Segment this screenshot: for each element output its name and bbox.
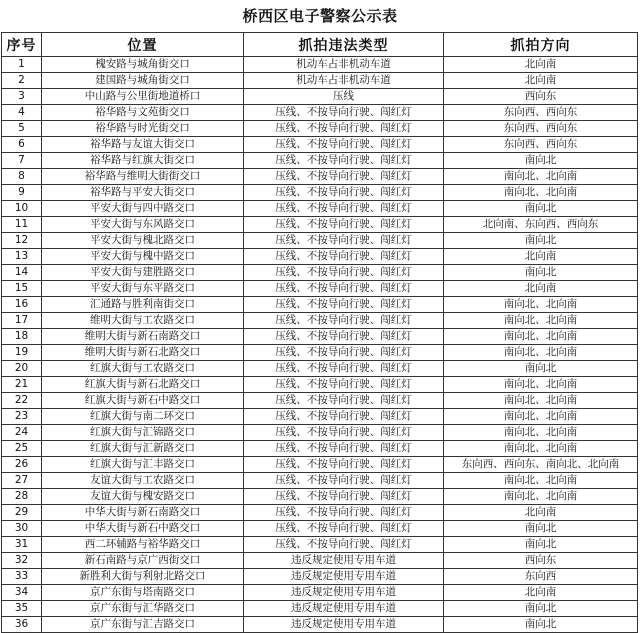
cell-location: 维明大街与新石北路交口 bbox=[42, 345, 244, 361]
cell-location: 裕华路与维明大街街交口 bbox=[42, 169, 244, 185]
cell-location: 红旗大街与新石中路交口 bbox=[42, 393, 244, 409]
cell-location: 京广东街与汇吉路交口 bbox=[42, 617, 244, 633]
cell-direction: 南向北、北向南 bbox=[444, 297, 638, 313]
cell-index: 9 bbox=[2, 185, 42, 201]
cell-location: 京广东街与汇华路交口 bbox=[42, 601, 244, 617]
cell-violation: 违反规定使用专用车道 bbox=[244, 553, 444, 569]
cell-location: 友谊大街与槐安路交口 bbox=[42, 489, 244, 505]
cell-direction: 南向北 bbox=[444, 617, 638, 633]
cell-violation: 压线、不按导向行驶、闯红灯 bbox=[244, 361, 444, 377]
cell-location: 平安大街与东风路交口 bbox=[42, 217, 244, 233]
table-row bbox=[2, 361, 638, 377]
header-row bbox=[2, 33, 638, 57]
table-row bbox=[2, 425, 638, 441]
cell-direction: 南向北、北向南 bbox=[444, 377, 638, 393]
cell-location: 西二环辅路与裕华路交口 bbox=[42, 537, 244, 553]
cell-index: 34 bbox=[2, 585, 42, 601]
cell-index: 24 bbox=[2, 425, 42, 441]
table-row bbox=[2, 505, 638, 521]
table-row bbox=[2, 121, 638, 137]
cell-direction: 南向北 bbox=[444, 537, 638, 553]
cell-violation: 压线、不按导向行驶、闯红灯 bbox=[244, 217, 444, 233]
table-row bbox=[2, 585, 638, 601]
cell-violation: 压线、不按导向行驶、闯红灯 bbox=[244, 249, 444, 265]
cell-violation: 违反规定使用专用车道 bbox=[244, 601, 444, 617]
cell-index: 12 bbox=[2, 233, 42, 249]
cell-index: 17 bbox=[2, 313, 42, 329]
cell-location: 汇通路与胜利南街交口 bbox=[42, 297, 244, 313]
table-row bbox=[2, 153, 638, 169]
cell-violation: 压线、不按导向行驶、闯红灯 bbox=[244, 137, 444, 153]
cell-index: 31 bbox=[2, 537, 42, 553]
cell-index: 32 bbox=[2, 553, 42, 569]
cell-violation: 压线、不按导向行驶、闯红灯 bbox=[244, 121, 444, 137]
cell-index: 6 bbox=[2, 137, 42, 153]
cell-index: 16 bbox=[2, 297, 42, 313]
cell-index: 8 bbox=[2, 169, 42, 185]
cell-index: 3 bbox=[2, 89, 42, 105]
cell-index: 28 bbox=[2, 489, 42, 505]
cell-location: 京广东街与塔南路交口 bbox=[42, 585, 244, 601]
cell-violation: 压线、不按导向行驶、闯红灯 bbox=[244, 201, 444, 217]
cell-direction: 北向南 bbox=[444, 73, 638, 89]
cell-direction: 南向北 bbox=[444, 153, 638, 169]
table-row bbox=[2, 457, 638, 473]
cell-violation: 压线、不按导向行驶、闯红灯 bbox=[244, 393, 444, 409]
table-row bbox=[2, 569, 638, 585]
table-row bbox=[2, 201, 638, 217]
table-row bbox=[2, 537, 638, 553]
table-row bbox=[2, 329, 638, 345]
cell-direction: 北向南 bbox=[444, 57, 638, 73]
table-row bbox=[2, 185, 638, 201]
cell-violation: 压线、不按导向行驶、闯红灯 bbox=[244, 409, 444, 425]
table-row bbox=[2, 489, 638, 505]
cell-location: 平安大街与槐北路交口 bbox=[42, 233, 244, 249]
cell-index: 36 bbox=[2, 617, 42, 633]
table-row bbox=[2, 105, 638, 121]
cell-violation: 压线、不按导向行驶、闯红灯 bbox=[244, 377, 444, 393]
cell-index: 35 bbox=[2, 601, 42, 617]
cell-location: 裕华路与时光街交口 bbox=[42, 121, 244, 137]
cell-direction: 北向南 bbox=[444, 281, 638, 297]
cell-location: 红旗大街与汇锦路交口 bbox=[42, 425, 244, 441]
cell-violation: 压线、不按导向行驶、闯红灯 bbox=[244, 473, 444, 489]
cell-index: 25 bbox=[2, 441, 42, 457]
cell-direction: 南向北 bbox=[444, 361, 638, 377]
cell-index: 33 bbox=[2, 569, 42, 585]
cell-index: 7 bbox=[2, 153, 42, 169]
cell-index: 26 bbox=[2, 457, 42, 473]
cell-location: 平安大街与槐中路交口 bbox=[42, 249, 244, 265]
cell-location: 红旗大街与工农路交口 bbox=[42, 361, 244, 377]
cell-direction: 南向北、北向南 bbox=[444, 409, 638, 425]
cell-violation: 压线、不按导向行驶、闯红灯 bbox=[244, 281, 444, 297]
cell-location: 中华大街与新石中路交口 bbox=[42, 521, 244, 537]
cell-location: 裕华路与平安大街交口 bbox=[42, 185, 244, 201]
cell-violation: 压线、不按导向行驶、闯红灯 bbox=[244, 441, 444, 457]
cell-direction: 东向西、西向东 bbox=[444, 105, 638, 121]
cell-location: 裕华路与文苑街交口 bbox=[42, 105, 244, 121]
cell-violation: 压线、不按导向行驶、闯红灯 bbox=[244, 185, 444, 201]
cell-violation: 压线、不按导向行驶、闯红灯 bbox=[244, 537, 444, 553]
cell-violation: 压线、不按导向行驶、闯红灯 bbox=[244, 169, 444, 185]
cell-location: 新胜利大街与利射北路交口 bbox=[42, 569, 244, 585]
table-row bbox=[2, 441, 638, 457]
cell-violation: 压线、不按导向行驶、闯红灯 bbox=[244, 265, 444, 281]
cell-violation: 压线、不按导向行驶、闯红灯 bbox=[244, 105, 444, 121]
cell-index: 27 bbox=[2, 473, 42, 489]
cell-direction: 南向北、北向南 bbox=[444, 313, 638, 329]
table-row bbox=[2, 217, 638, 233]
cell-violation: 压线、不按导向行驶、闯红灯 bbox=[244, 489, 444, 505]
cell-location: 裕华路与友谊大街交口 bbox=[42, 137, 244, 153]
cell-direction: 南向北、北向南 bbox=[444, 473, 638, 489]
table-row bbox=[2, 249, 638, 265]
cell-index: 20 bbox=[2, 361, 42, 377]
table-row bbox=[2, 553, 638, 569]
table-title: 桥西区电子警察公示表 bbox=[242, 7, 398, 25]
table-row bbox=[2, 617, 638, 633]
cell-direction: 南向北、北向南 bbox=[444, 425, 638, 441]
cell-violation: 压线、不按导向行驶、闯红灯 bbox=[244, 153, 444, 169]
cell-index: 18 bbox=[2, 329, 42, 345]
cell-direction: 北向南 bbox=[444, 249, 638, 265]
cell-index: 10 bbox=[2, 201, 42, 217]
header-index: 序号 bbox=[2, 33, 42, 57]
cell-direction: 南向北 bbox=[444, 601, 638, 617]
cell-violation: 压线、不按导向行驶、闯红灯 bbox=[244, 329, 444, 345]
cell-index: 22 bbox=[2, 393, 42, 409]
cell-violation: 压线 bbox=[244, 89, 444, 105]
cell-direction: 东向西、西向东、南向北、北向南 bbox=[444, 457, 638, 473]
table-row bbox=[2, 89, 638, 105]
cell-direction: 北向南 bbox=[444, 585, 638, 601]
cell-direction: 东向西 bbox=[444, 569, 638, 585]
cell-index: 11 bbox=[2, 217, 42, 233]
cell-direction: 南向北、北向南 bbox=[444, 169, 638, 185]
table-row bbox=[2, 265, 638, 281]
cell-index: 15 bbox=[2, 281, 42, 297]
table-row bbox=[2, 393, 638, 409]
header-violation: 抓拍违法类型 bbox=[244, 33, 444, 57]
table-row bbox=[2, 345, 638, 361]
cell-direction: 东向西、西向东 bbox=[444, 121, 638, 137]
cell-location: 建国路与城角街交口 bbox=[42, 73, 244, 89]
table-row bbox=[2, 377, 638, 393]
table-row bbox=[2, 169, 638, 185]
cell-direction: 南向北 bbox=[444, 265, 638, 281]
cell-index: 2 bbox=[2, 73, 42, 89]
cell-direction: 西向东 bbox=[444, 553, 638, 569]
cell-index: 1 bbox=[2, 57, 42, 73]
cell-location: 红旗大街与新石北路交口 bbox=[42, 377, 244, 393]
table-row bbox=[2, 521, 638, 537]
cell-location: 平安大街与建胜路交口 bbox=[42, 265, 244, 281]
cell-violation: 违反规定使用专用车道 bbox=[244, 585, 444, 601]
cell-location: 中华大街与新石南路交口 bbox=[42, 505, 244, 521]
table-row bbox=[2, 73, 638, 89]
cell-violation: 压线、不按导向行驶、闯红灯 bbox=[244, 233, 444, 249]
cell-violation: 压线、不按导向行驶、闯红灯 bbox=[244, 521, 444, 537]
cell-index: 29 bbox=[2, 505, 42, 521]
cell-violation: 机动车占非机动车道 bbox=[244, 73, 444, 89]
cell-direction: 南向北、北向南 bbox=[444, 393, 638, 409]
cell-index: 30 bbox=[2, 521, 42, 537]
cell-location: 新石南路与京广西街交口 bbox=[42, 553, 244, 569]
table-row bbox=[2, 601, 638, 617]
header-location: 位置 bbox=[42, 33, 244, 57]
table-row bbox=[2, 313, 638, 329]
cell-direction: 北向南 bbox=[444, 505, 638, 521]
header-direction: 抓拍方向 bbox=[444, 33, 638, 57]
cell-violation: 机动车占非机动车道 bbox=[244, 57, 444, 73]
cell-violation: 压线、不按导向行驶、闯红灯 bbox=[244, 425, 444, 441]
cell-violation: 违反规定使用专用车道 bbox=[244, 569, 444, 585]
table-row bbox=[2, 281, 638, 297]
table-row bbox=[2, 473, 638, 489]
cell-direction: 南向北、北向南 bbox=[444, 329, 638, 345]
cell-direction: 南向北 bbox=[444, 521, 638, 537]
table-row bbox=[2, 137, 638, 153]
cell-location: 维明大街与新石南路交口 bbox=[42, 329, 244, 345]
cell-location: 维明大街与工农路交口 bbox=[42, 313, 244, 329]
cell-location: 红旗大街与汇丰路交口 bbox=[42, 457, 244, 473]
cell-direction: 南向北 bbox=[444, 201, 638, 217]
cell-index: 21 bbox=[2, 377, 42, 393]
cell-location: 平安大街与东平路交口 bbox=[42, 281, 244, 297]
cell-violation: 压线、不按导向行驶、闯红灯 bbox=[244, 297, 444, 313]
cell-violation: 压线、不按导向行驶、闯红灯 bbox=[244, 457, 444, 473]
cell-direction: 南向北、北向南 bbox=[444, 345, 638, 361]
cell-location: 槐安路与城角街交口 bbox=[42, 57, 244, 73]
cell-violation: 压线、不按导向行驶、闯红灯 bbox=[244, 345, 444, 361]
cell-index: 14 bbox=[2, 265, 42, 281]
cell-direction: 西向东 bbox=[444, 89, 638, 105]
cell-index: 19 bbox=[2, 345, 42, 361]
cell-location: 裕华路与红旗大街交口 bbox=[42, 153, 244, 169]
table-row bbox=[2, 409, 638, 425]
cell-location: 红旗大街与汇新路交口 bbox=[42, 441, 244, 457]
cell-violation: 压线、不按导向行驶、闯红灯 bbox=[244, 505, 444, 521]
cell-location: 中山路与公里街地道桥口 bbox=[42, 89, 244, 105]
cell-location: 红旗大街与南二环交口 bbox=[42, 409, 244, 425]
cell-direction: 南向北、北向南 bbox=[444, 185, 638, 201]
cell-direction: 南向北、北向南 bbox=[444, 489, 638, 505]
cell-index: 23 bbox=[2, 409, 42, 425]
cell-direction: 南向北 bbox=[444, 233, 638, 249]
cell-index: 5 bbox=[2, 121, 42, 137]
table-row bbox=[2, 297, 638, 313]
cell-violation: 违反规定使用专用车道 bbox=[244, 617, 444, 633]
cell-location: 平安大街与四中路交口 bbox=[42, 201, 244, 217]
enforcement-camera-table bbox=[1, 32, 638, 633]
cell-index: 13 bbox=[2, 249, 42, 265]
cell-location: 友谊大街与工农路交口 bbox=[42, 473, 244, 489]
table-body bbox=[2, 57, 638, 633]
cell-violation: 压线、不按导向行驶、闯红灯 bbox=[244, 313, 444, 329]
table-row bbox=[2, 233, 638, 249]
cell-index: 4 bbox=[2, 105, 42, 121]
table-row bbox=[2, 57, 638, 73]
cell-direction: 东向西、西向东 bbox=[444, 137, 638, 153]
cell-direction: 北向南、东向西、西向东 bbox=[444, 217, 638, 233]
cell-direction: 南向北、北向南 bbox=[444, 441, 638, 457]
